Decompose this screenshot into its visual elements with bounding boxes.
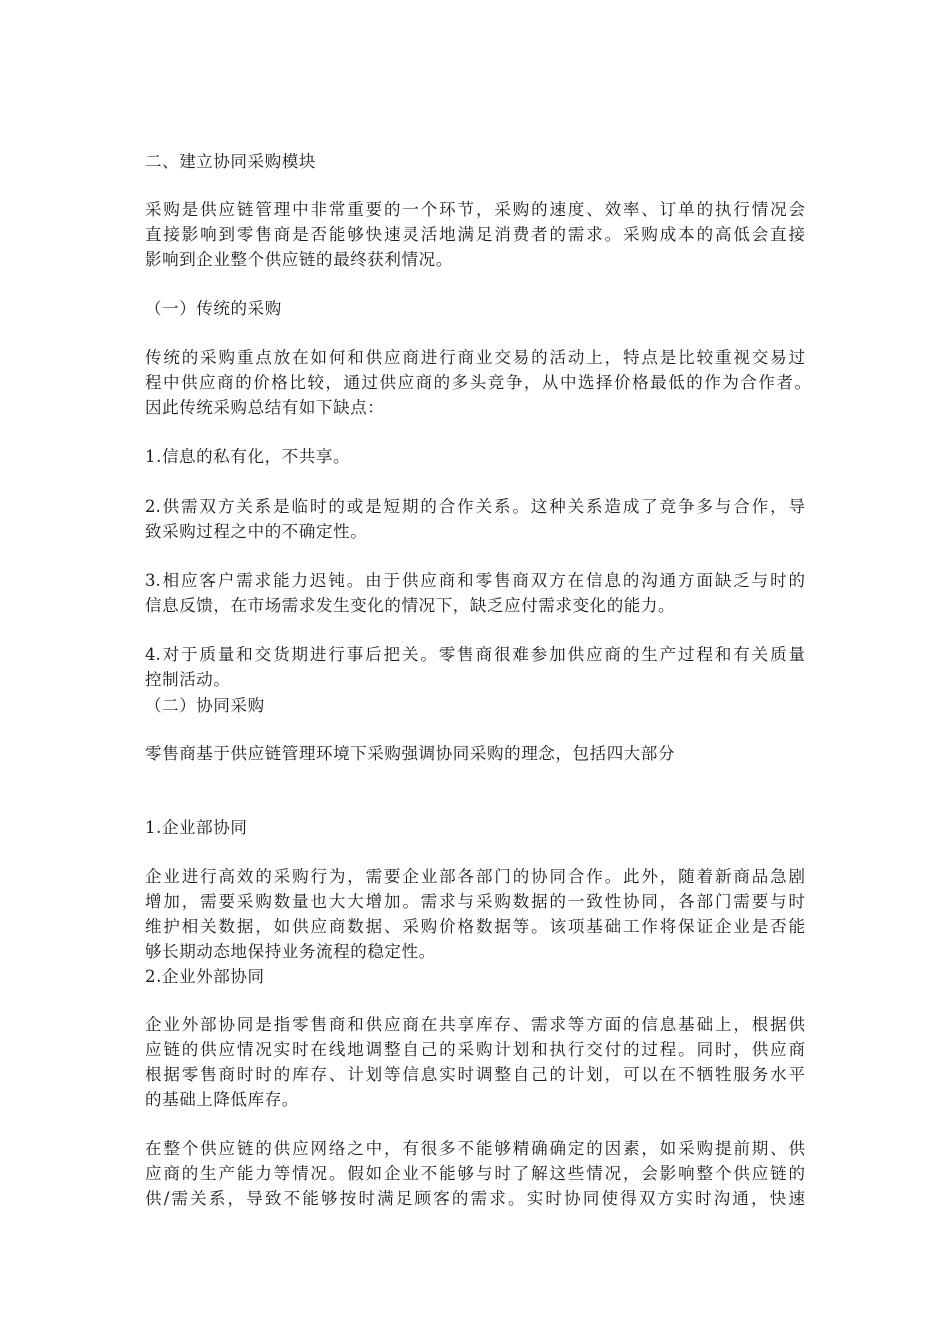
- paragraph-line: 程中供应商的价格比较，通过供应商的多头竞争，从中选择价格最低的作为合作者。: [145, 373, 811, 392]
- paragraph-line: 影响到企业整个供应链的最终获利情况。: [145, 250, 453, 269]
- paragraph-line: 零售商基于供应链管理环境下采购强调协同采购的理念，包括四大部分: [145, 744, 676, 763]
- numbered-heading: 2.企业外部协同: [145, 967, 265, 986]
- list-item: 2.供需双方关系是临时的或是短期的合作关系。这种关系造成了竞争多与合作，导: [145, 497, 805, 516]
- list-item: 3.相应客户需求能力迟钝。由于供应商和零售商双方在信息的沟通方面缺乏与时的: [145, 571, 805, 590]
- paragraph-line: 传统的采购重点放在如何和供应商进行商业交易的活动上，特点是比较重视交易过: [145, 348, 805, 367]
- section-heading: 二、建立协同采购模块: [145, 152, 316, 171]
- paragraph-line: 直接影响到零售商是否能够快速灵活地满足消费者的需求。采购成本的高低会直接: [145, 225, 805, 244]
- numbered-heading: 1.企业部协同: [145, 818, 248, 837]
- subsection-heading: （二）协同采购: [145, 696, 265, 715]
- paragraph-line: 在整个供应链的供应网络之中，有很多不能够精确确定的因素，如采购提前期、供: [145, 1139, 805, 1158]
- paragraph-line: 够长期动态地保持业务流程的稳定性。: [145, 942, 436, 961]
- paragraph-line: 应商的生产能力等情况。假如企业不能够与时了解这些情况，会影响整个供应链的: [145, 1164, 805, 1183]
- list-item: 4.对于质量和交货期进行事后把关。零售商很难参加供应商的生产过程和有关质量: [145, 645, 805, 664]
- list-item: 1.信息的私有化，不共享。: [145, 447, 351, 466]
- paragraph-line: 维护相关数据，如供应商数据、采购价格数据等。该项基础工作将保证企业是否能: [145, 917, 805, 936]
- list-item-continued: 控制活动。: [145, 670, 231, 689]
- paragraph-line: 根据零售商时时的库存、计划等信息实时调整自己的计划，可以在不牺牲服务水平: [145, 1065, 805, 1084]
- paragraph-line: 企业进行高效的采购行为，需要企业部各部门的协同合作。此外，随着新商品急剧: [145, 867, 805, 886]
- paragraph-line: 应链的供应情况实时在线地调整自己的采购计划和执行交付的过程。同时，供应商: [145, 1040, 805, 1059]
- paragraph-line: 因此传统采购总结有如下缺点：: [145, 398, 385, 417]
- paragraph-line: 企业外部协同是指零售商和供应商在共享库存、需求等方面的信息基础上，根据供: [145, 1015, 805, 1034]
- list-item-continued: 信息反馈，在市场需求发生变化的情况下，缺乏应付需求变化的能力。: [145, 596, 676, 615]
- list-item-continued: 致采购过程之中的不确定性。: [145, 522, 368, 541]
- paragraph-line: 增加，需要采购数量也大大增加。需求与采购数据的一致性协同，各部门需要与时: [145, 892, 805, 911]
- paragraph-line: 供/需关系，导致不能够按时满足顾客的需求。实时协同使得双方实时沟通，快速: [145, 1189, 805, 1208]
- paragraph-line: 采购是供应链管理中非常重要的一个环节，采购的速度、效率、订单的执行情况会: [145, 200, 805, 219]
- paragraph-line: 的基础上降低库存。: [145, 1090, 299, 1109]
- subsection-heading: （一）传统的采购: [145, 299, 282, 318]
